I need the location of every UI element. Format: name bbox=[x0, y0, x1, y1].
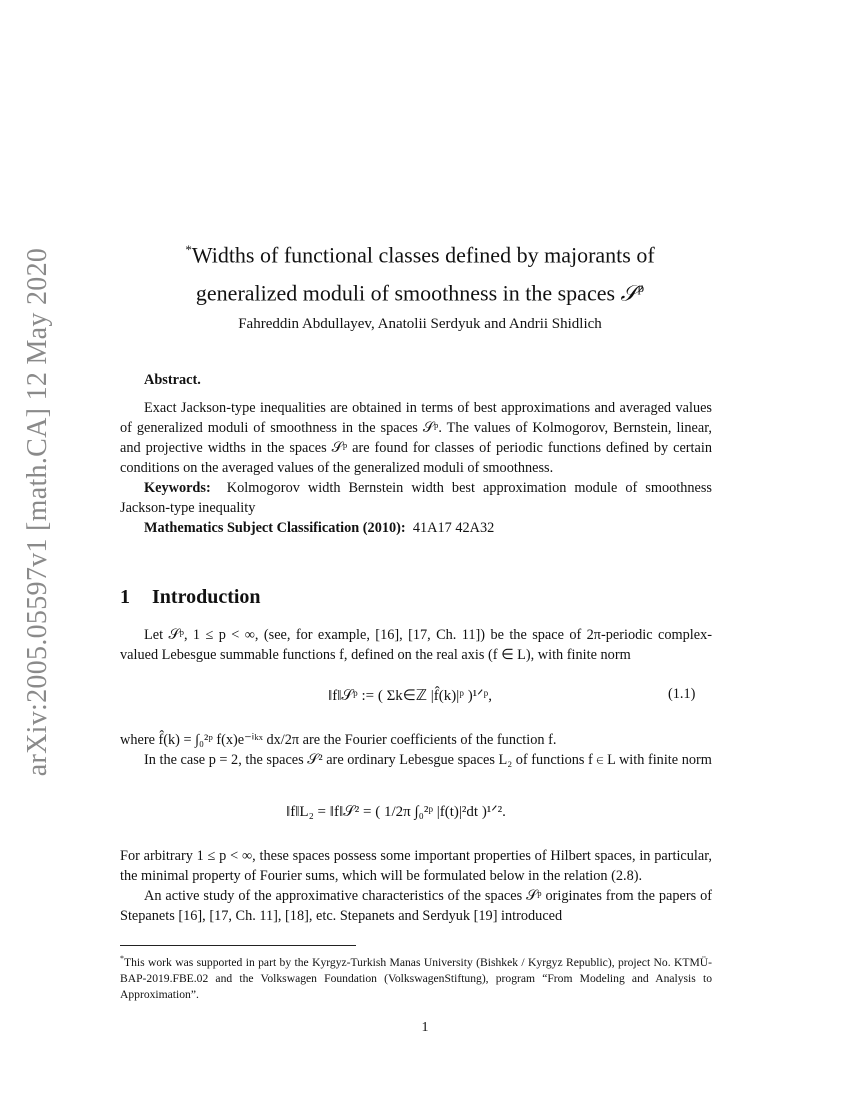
title-footnote-mark: * bbox=[185, 242, 192, 257]
keywords-label: Keywords: bbox=[144, 480, 211, 496]
msc-codes: 41A17 42A32 bbox=[412, 520, 495, 536]
page-number: 1 bbox=[421, 1020, 429, 1035]
abstract-block bbox=[120, 370, 712, 538]
msc-label: Mathematics Subject Classification (2010): bbox=[144, 520, 406, 536]
section-title: Introduction bbox=[152, 586, 261, 608]
footnote-divider bbox=[120, 945, 356, 946]
footnote bbox=[120, 951, 712, 1003]
arxiv-identifier: arXiv:2005.05597v1 [math.CA] 12 May 2020 bbox=[22, 247, 54, 777]
equation-2: ‖f‖L₂ = ‖f‖𝒮² = ( 1/2π ∫₀²ᵖ |f(t)|²dt )¹ᐟ². bbox=[286, 804, 506, 820]
equation-1: ‖f‖𝒮ᵖ := ( Σk∈ℤ |f̂(k)|ᵖ )¹ᐟᵖ, bbox=[328, 688, 492, 704]
equation-1-number: (1.1) bbox=[668, 686, 696, 702]
abstract-heading: Abstract. bbox=[144, 372, 201, 388]
paper-title bbox=[120, 233, 720, 310]
keywords-line bbox=[120, 478, 712, 518]
body-paragraph-1: Let 𝒮ᵖ, 1 ≤ p < ∞, (see, for example, [16], [17, Ch. 11]) be the space of 2π-periodic complex-valued Lebesgue summable functions f, defined on the real axis (f ∈ L), with finite norm bbox=[120, 627, 712, 663]
arxiv-sidebar bbox=[10, 232, 66, 792]
footnote-mark: * bbox=[120, 954, 124, 963]
section-number: 1 bbox=[120, 586, 130, 608]
title-space-exponent: p bbox=[637, 280, 645, 296]
abstract-text: Exact Jackson-type inequalities are obtained in terms of best approximations and averaged values of generalized moduli of smoothness in the spaces 𝒮ᵖ. The values of Kolmogorov, Bernstein, linear, and projective widths in the spaces 𝒮ᵖ are found for classes of periodic functions defined by certain conditions on the averaged values of the generalized moduli of smoothness. bbox=[120, 400, 712, 476]
title-line-2: generalized moduli of smoothness in the spaces 𝒮$^p$ bbox=[195, 280, 645, 306]
author-list: Fahreddin Abdullayev, Anatolii Serdyuk and Andrii Shidlich bbox=[238, 316, 602, 332]
keywords-text: Kolmogorov width Bernstein width best approximation module of smoothness Jackson-type inequality bbox=[120, 480, 712, 516]
section-heading bbox=[120, 586, 261, 609]
footnote-text: This work was supported in part by the Kyrgyz-Turkish Manas University (Bishkek / Kyrgyz Republic), project No. KTMÜ-BAP-2019.FBE.02 and the Volkswagen Foundation (VolkswagenStiftung), program “From Modeling and Analysis to Approximation”. bbox=[120, 955, 712, 1001]
title-line-1: *Widths of functional classes defined by majorants of bbox=[185, 242, 655, 268]
title-space-symbol: 𝒮 bbox=[620, 280, 638, 306]
body-paragraph-2: where f̂(k) = ∫₀²ᵖ f(x)e⁻ⁱᵏˣ dx/2π are the Fourier coefficients of the function f. In the case p = 2, the spaces 𝒮² are ordinary Lebesgue spaces L₂ of functions f ∈ L with finite norm bbox=[120, 732, 712, 768]
body-paragraph-3: For arbitrary 1 ≤ p < ∞, these spaces possess some important properties of Hilbert spaces, in particular, the minimal property of Fourier sums, which will be formulated below in the relation (2.8). An active study of the approximative characteristics of the spaces 𝒮ᵖ originates from the papers of Stepanets [16], [17, Ch. 11], [18], etc. Stepanets and Serdyuk [19] introduced bbox=[120, 848, 712, 924]
msc-line bbox=[120, 518, 712, 538]
